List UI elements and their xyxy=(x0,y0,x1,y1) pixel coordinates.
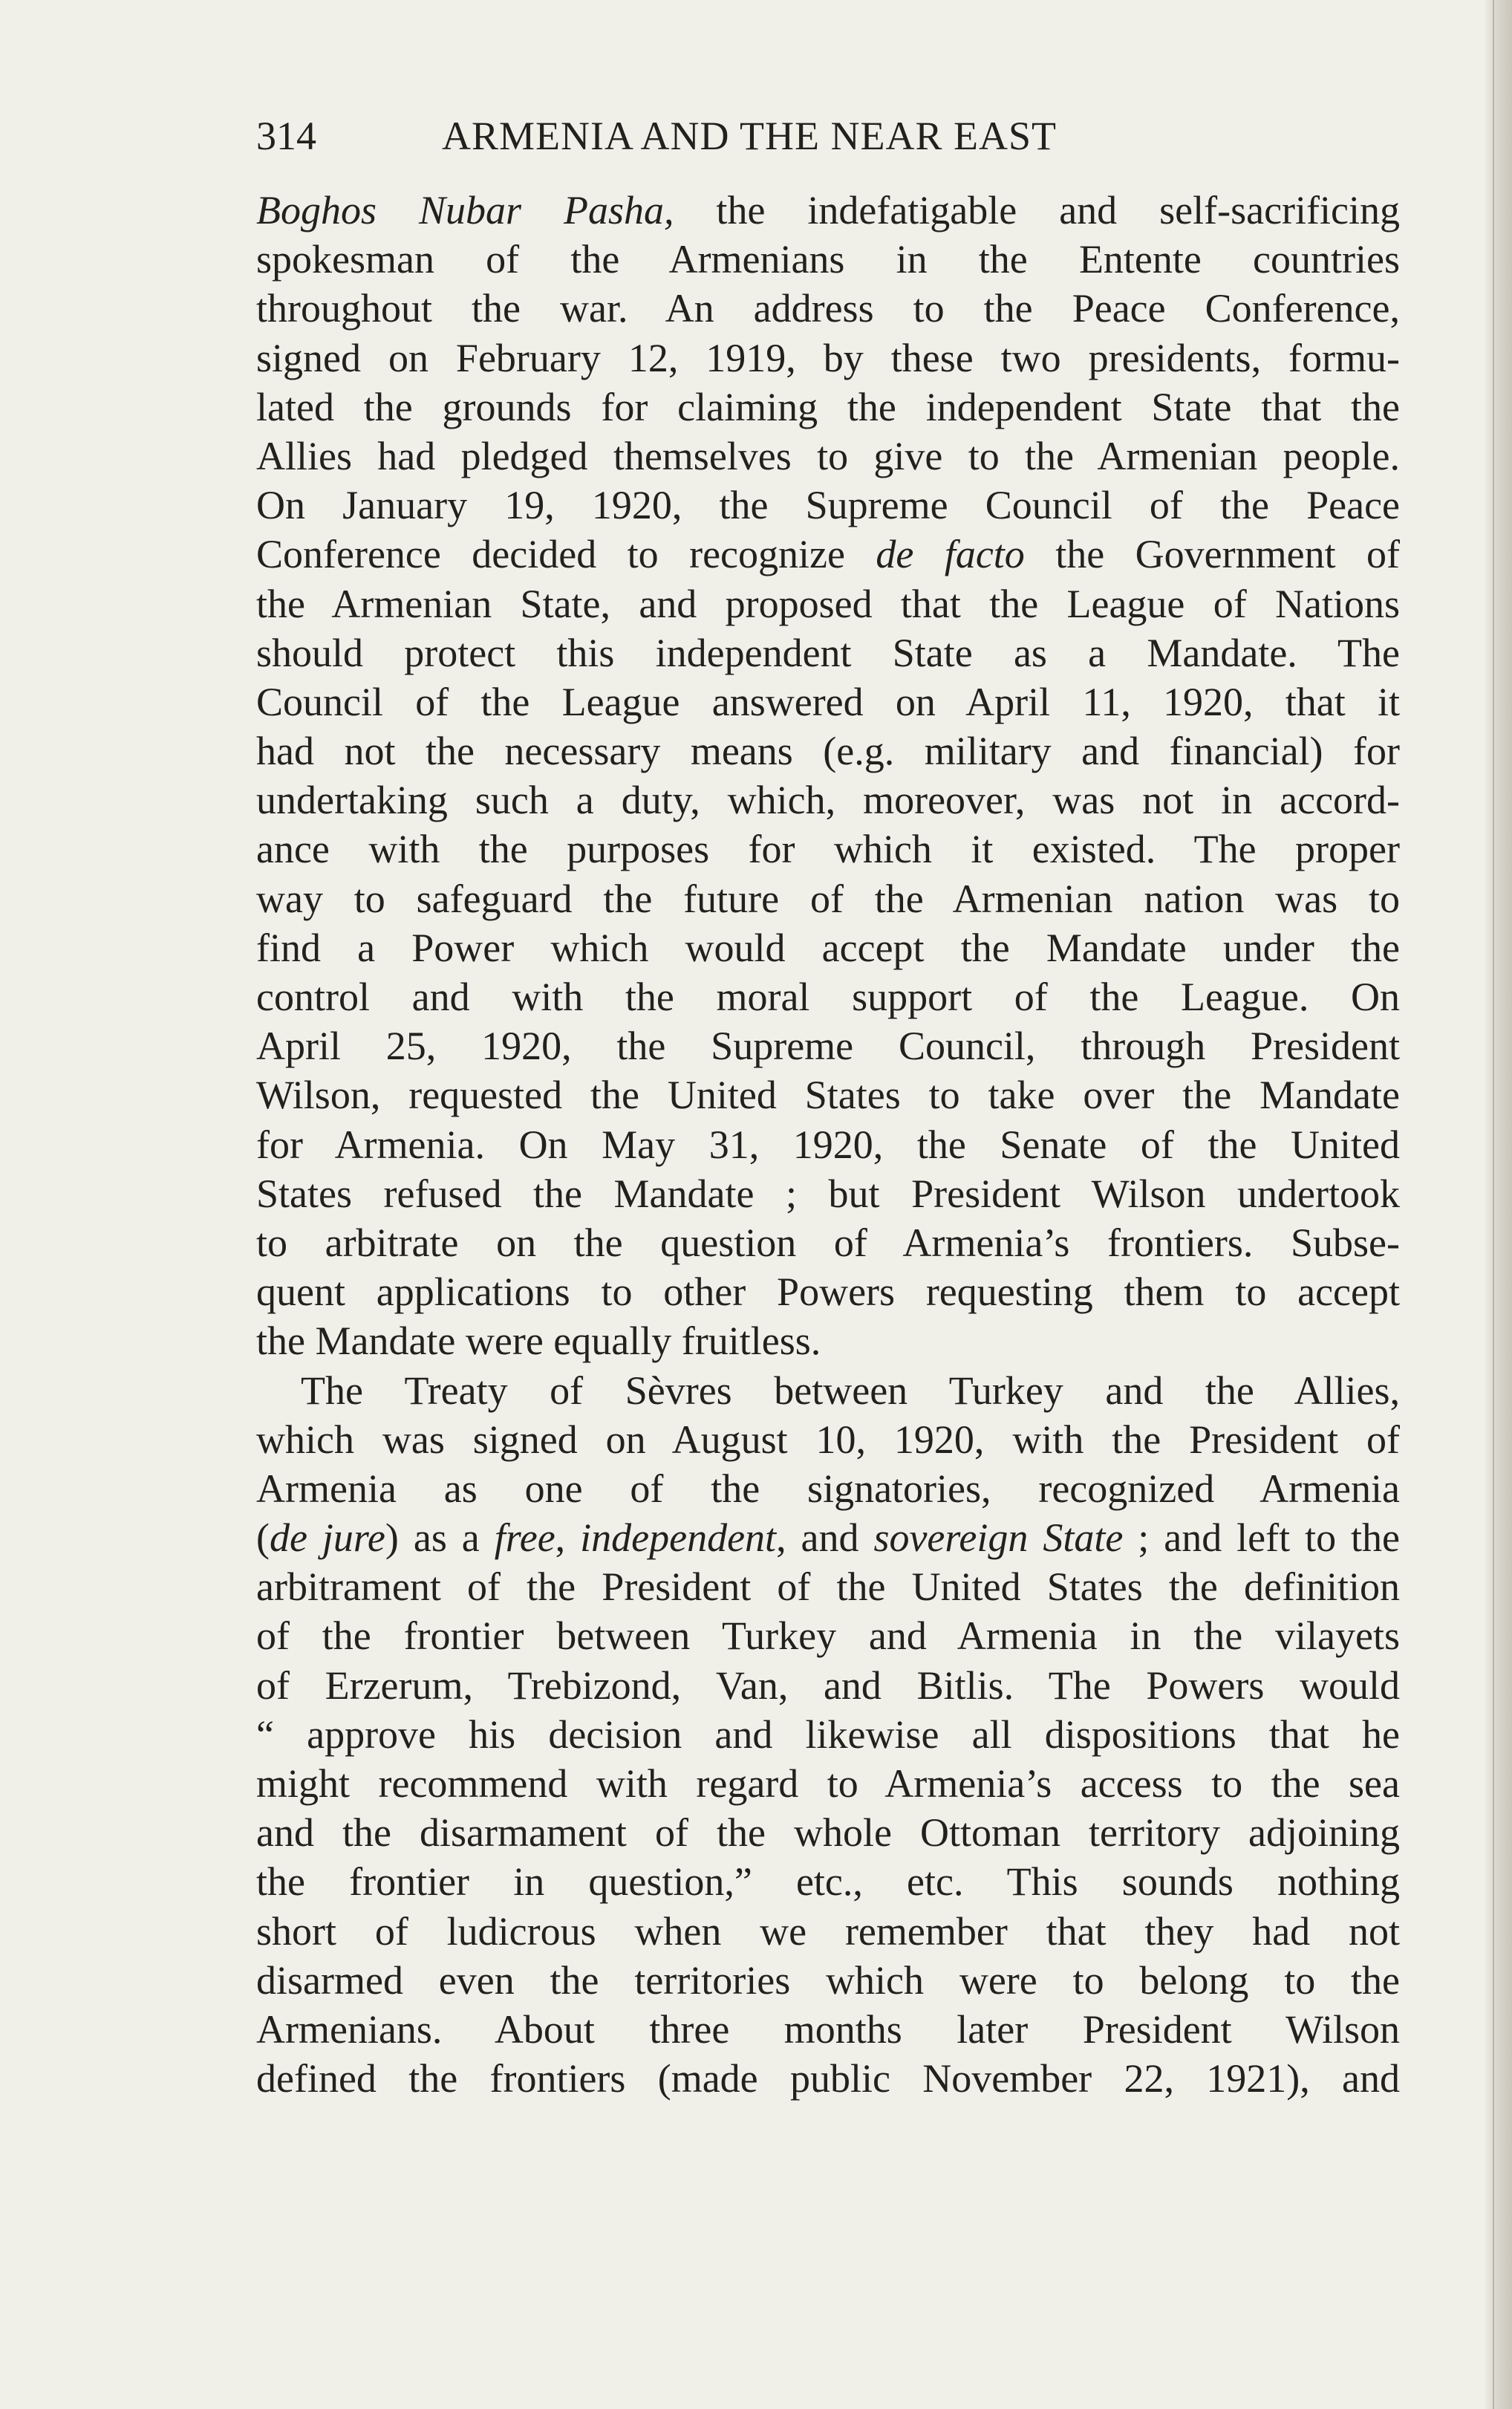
page-edge-line xyxy=(1493,0,1494,2409)
text-line: throughout the war. An address to the Peace Conference, xyxy=(256,286,1400,331)
text-line: of the frontier between Turkey and Armenia in the vilayets xyxy=(256,1613,1400,1659)
text-line: way to safeguard the future of the Armenian nation was to xyxy=(256,876,1400,921)
text-line: the Mandate were equally fruitless. xyxy=(256,1319,821,1364)
text-line: might recommend with regard to Armenia’s access to the sea xyxy=(256,1761,1400,1806)
text-line xyxy=(256,186,1400,235)
text-line: Armenia as one of the signatories, recognized Armenia xyxy=(256,1466,1400,1511)
text-line: Wilson, requested the United States to take over the Mandate xyxy=(256,1073,1400,1118)
text-line: quent applications to other Powers requesting them to accept xyxy=(256,1269,1400,1315)
body-text xyxy=(256,186,1400,2103)
running-title: ARMENIA AND THE NEAR EAST xyxy=(442,114,1058,158)
italic-term: de jure xyxy=(269,1515,385,1561)
text-line: the Armenian State, and proposed that the League of Nations xyxy=(256,581,1400,626)
text-line: had not the necessary means (e.g. military and financial) for xyxy=(256,729,1400,774)
text-line: Armenians. About three months later President Wilson xyxy=(256,2006,1400,2052)
text-line: ance with the purposes for which it existed. The proper xyxy=(256,827,1400,872)
text-line: the frontier in question,” etc., etc. This sounds nothing xyxy=(256,1859,1400,1905)
text-line: undertaking such a duty, which, moreover, was not in accord- xyxy=(256,778,1400,823)
paragraph-start-line: The Treaty of Sèvres between Turkey and the Allies, xyxy=(301,1368,1400,1413)
text-span: ( xyxy=(256,1515,270,1561)
italic-term: free xyxy=(494,1515,555,1561)
text-line: Allies had pledged themselves to give to the Armenian people. xyxy=(256,433,1400,478)
text-line: should protect this independent State as a Mandate. The xyxy=(256,630,1400,675)
text-line: control and with the moral support of the League. On xyxy=(256,975,1400,1019)
text-span: the Government of xyxy=(1024,532,1400,577)
page-edge xyxy=(1485,0,1512,2409)
text-line: States refused the Mandate ; but President Wilson undertook xyxy=(256,1171,1400,1216)
text-line: defined the frontiers (made public November 22, 1921), and xyxy=(256,2056,1400,2101)
text-line: lated the grounds for claiming the independent State that the xyxy=(256,384,1400,429)
italic-term: de facto xyxy=(876,532,1025,577)
page-number: 314 xyxy=(256,114,316,158)
text-span: Conference decided to recognize xyxy=(256,532,876,577)
text-line: find a Power which would accept the Mandate under the xyxy=(256,925,1400,970)
text-line: to arbitrate on the question of Armenia’s frontiers. Subse- xyxy=(256,1220,1400,1265)
italic-term: independent xyxy=(580,1515,777,1561)
text-span: , xyxy=(555,1515,581,1561)
text-span: , and xyxy=(776,1515,874,1561)
text-line: of Erzerum, Trebizond, Van, and Bitlis. The Powers would xyxy=(256,1662,1400,1708)
text-line: which was signed on August 10, 1920, with the President of xyxy=(256,1417,1400,1462)
text-line xyxy=(256,530,1400,579)
text-line: signed on February 12, 1919, by these two presidents, formu- xyxy=(256,335,1400,380)
text-line xyxy=(256,1513,1400,1562)
text-line: April 25, 1920, the Supreme Council, through President xyxy=(256,1024,1400,1069)
text-span: the indefatigable and self-sacrificing xyxy=(674,188,1400,233)
text-line: disarmed even the territories which were to belong to the xyxy=(256,1957,1400,2003)
text-line: “ approve his decision and likewise all dispositions that he xyxy=(256,1711,1400,1757)
text-line: arbitrament of the President of the United States the definition xyxy=(256,1564,1400,1610)
text-span: ) as a xyxy=(385,1515,495,1561)
text-line: On January 19, 1920, the Supreme Council of the Peace xyxy=(256,483,1400,528)
running-head xyxy=(256,110,1218,162)
text-line: and the disarmament of the whole Ottoman territory adjoining xyxy=(256,1810,1400,1856)
text-line: short of ludicrous when we remember that they had not xyxy=(256,1908,1400,1954)
italic-name: Boghos Nubar Pasha, xyxy=(256,188,674,233)
text-line: for Armenia. On May 31, 1920, the Senate of the United xyxy=(256,1122,1400,1167)
text-line: Council of the League answered on April 11, 1920, that it xyxy=(256,679,1400,724)
text-span: ; and left to the xyxy=(1123,1515,1400,1561)
text-line: spokesman of the Armenians in the Entente countries xyxy=(256,237,1400,282)
italic-term: sovereign State xyxy=(873,1515,1124,1561)
